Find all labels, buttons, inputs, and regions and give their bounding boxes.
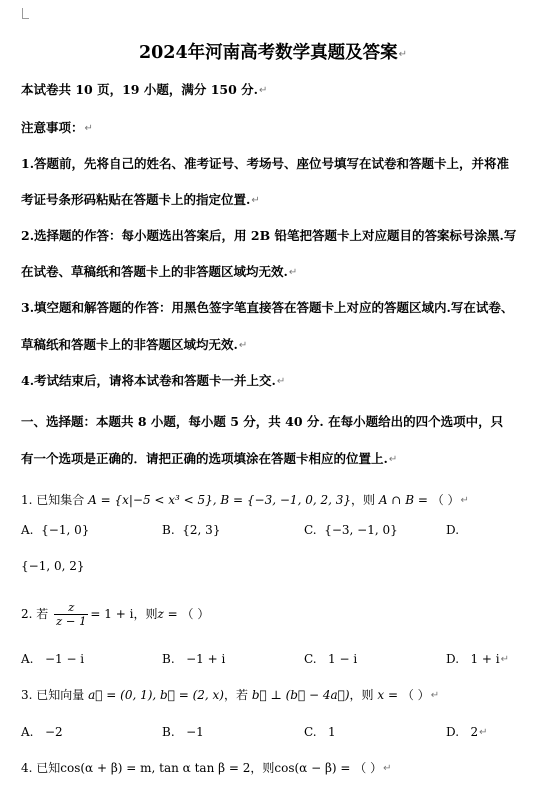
question-1-option-d-letter: D. (446, 523, 460, 537)
question-3-vectors: a⃗ = (0, 1), b⃗ = (2, x) (88, 688, 224, 702)
intro-text: 本试卷共 10 页，19 小题，满分 150 分.↵ (21, 82, 268, 97)
note-1-line-2: 考证号条形码粘贴在答题卡上的指定位置.↵ (21, 192, 260, 207)
note-2-line-1: 2.选择题的作答：每小题选出答案后，用 2B 铅笔把答题卡上对应题目的答案标号涂黑.写 (21, 228, 517, 243)
question-3-option-c: C. 1 (304, 725, 336, 739)
question-1-option-a: A. {−1, 0} (21, 523, 90, 537)
question-2-option-a: A. −1 − i (21, 652, 85, 666)
question-2-option-b: B. −1 + i (162, 652, 226, 666)
section-1-line-2: 有一个选项是正确的．请把正确的选项填涂在答题卡相应的位置上.↵ (21, 451, 398, 466)
note-3-line-2: 草稿纸和答题卡上的非答题区域均无效.↵ (21, 337, 248, 352)
note-1-line-1: 1.答题前，先将自己的姓名、准考证号、考场号、座位号填写在试卷和答题卡上，并将准 (21, 156, 510, 171)
question-1-option-c: C. {−3, −1, 0} (304, 523, 398, 537)
question-1-expression: A ∩ B = (378, 493, 428, 507)
page-title: 2024年河南高考数学真题及答案↵ (138, 43, 408, 63)
question-1-option-b: B. {2, 3} (162, 523, 221, 537)
question-1-sets: A = {x|−5 < x³ < 5}, B = {−3, −1, 0, 2, 3} (88, 493, 351, 507)
question-4: 4. 已知cos(α + β) = m, tan α tan β = 2，则cos(α − β) = （ ）↵ (21, 761, 392, 775)
section-1-line-1: 一、选择题：本题共 8 小题，每小题 5 分，共 40 分. 在每小题给出的四个选项中，只 (21, 414, 504, 429)
question-3-option-a: A. −2 (21, 725, 63, 739)
question-1: 1. 已知集合 A = {x|−5 < x³ < 5}, B = {−3, −1, 0, 2, 3}，则 A ∩ B = （ ）↵ (21, 493, 469, 507)
note-3-line-1: 3.填空题和解答题的作答：用黑色签字笔直接答在答题卡上对应的答题区域内.写在试卷、 (21, 300, 514, 315)
question-2: 2. 若 $\frac{z}{z - 1}$ = 1 + i，则z = （ ） (21, 600, 210, 628)
text-cursor-mark (22, 8, 29, 19)
note-4: 4.考试结束后，请将本试卷和答题卡一并上交.↵ (21, 373, 286, 388)
question-3: 3. 已知向量 a⃗ = (0, 1), b⃗ = (2, x)，若 b⃗ ⊥ (b⃗ − 4a⃗)，则 x = （ ）↵ (21, 688, 440, 702)
question-3-option-b: B. −1 (162, 725, 204, 739)
question-2-option-c: C. 1 − i (304, 652, 358, 666)
question-2-fraction: $\frac{z}{z - 1}$ (56, 600, 87, 628)
notes-heading: 注意事项：↵ (21, 120, 93, 135)
note-2-line-2: 在试卷、草稿纸和答题卡上的非答题区域均无效.↵ (21, 264, 298, 279)
question-3-condition: b⃗ ⊥ (b⃗ − 4a⃗) (251, 688, 350, 702)
question-2-option-d: D. 1 + i↵ (446, 652, 510, 666)
question-1-option-d-value: {−1, 0, 2} (21, 559, 85, 573)
question-3-option-d: D. 2↵ (446, 725, 488, 739)
question-4-condition: cos(α + β) = m, tan α tan β = 2 (60, 761, 251, 775)
